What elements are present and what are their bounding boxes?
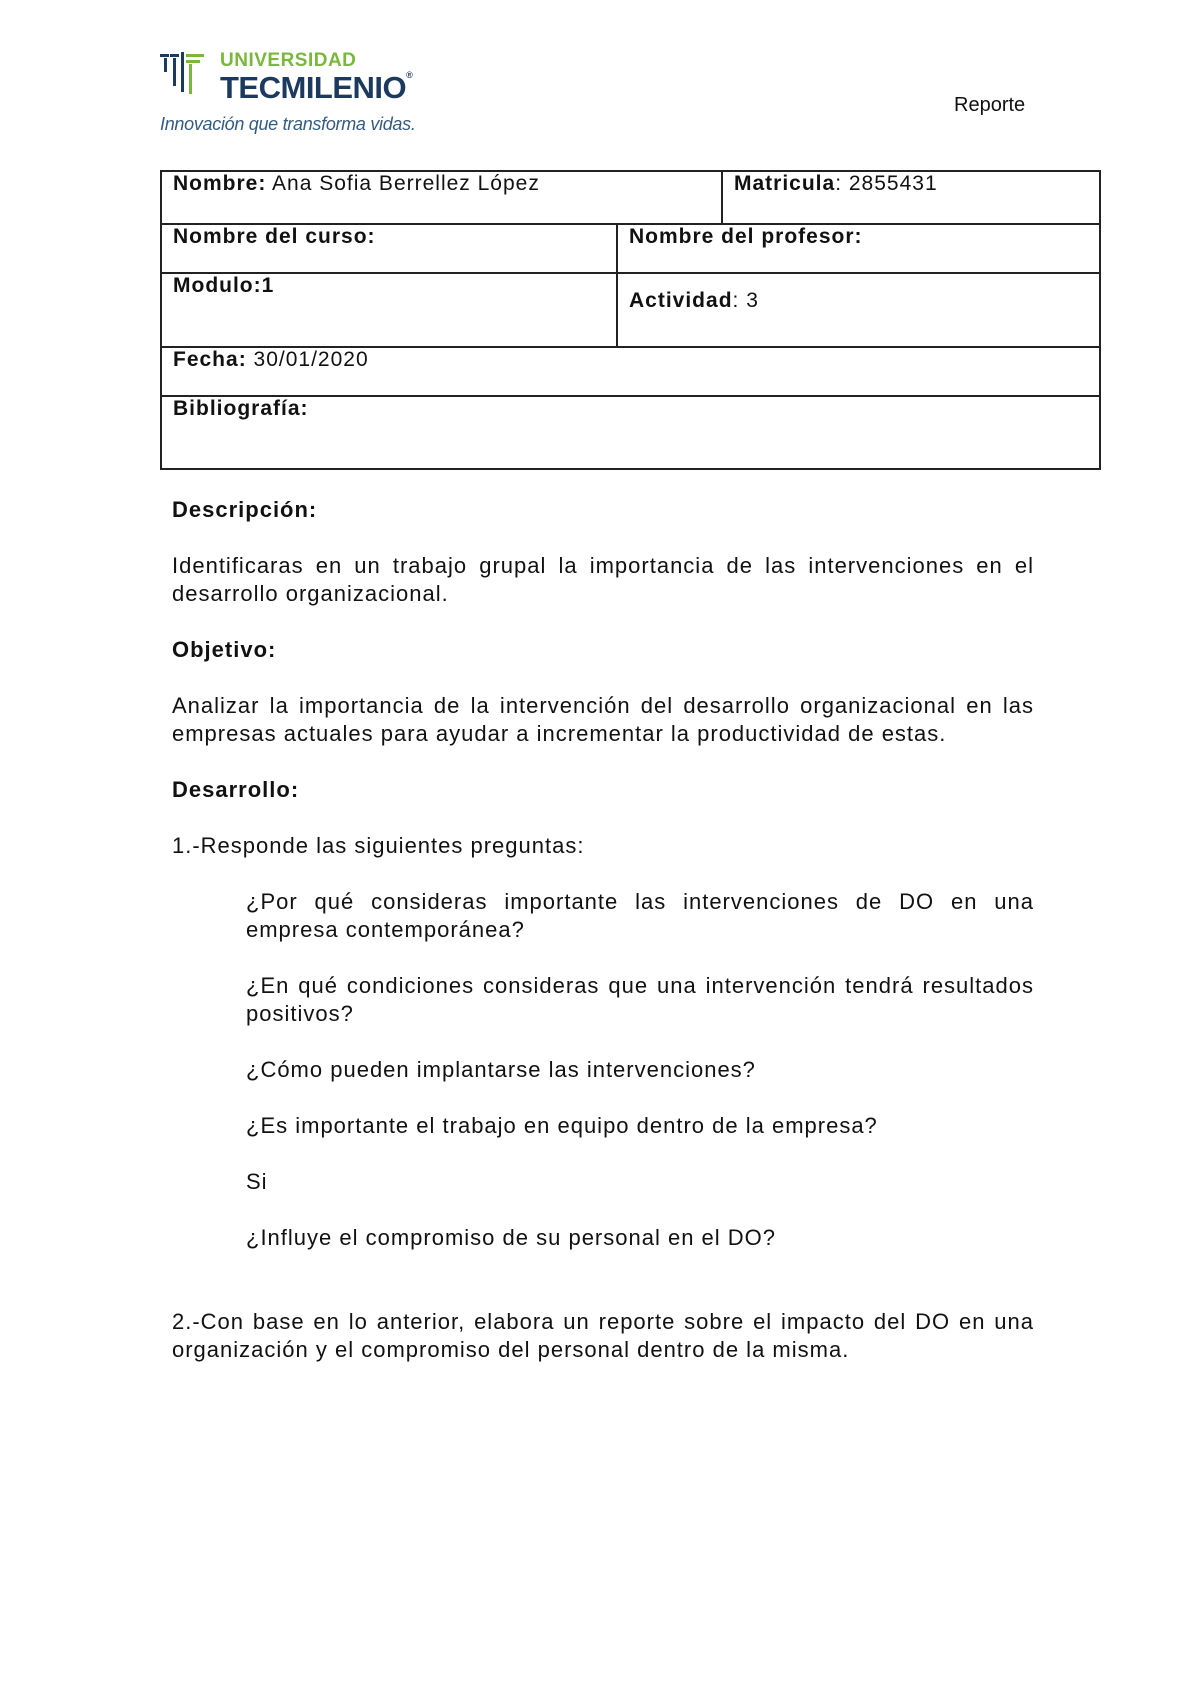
- question-item: ¿En qué condiciones consideras que una intervención tendrá resultados positivos?: [246, 973, 1034, 1026]
- logo-university-text: UNIVERSIDAD: [220, 50, 357, 71]
- matricula-cell: [722, 171, 1100, 224]
- nombre-cell: [161, 171, 722, 224]
- modulo-cell: [161, 273, 617, 347]
- university-logo: [160, 46, 460, 146]
- fecha-value: 30/01/2020: [253, 348, 369, 371]
- curso-label: Nombre del curso:: [173, 225, 376, 248]
- question-item: ¿Influye el compromiso de su personal en el DO?: [246, 1225, 777, 1250]
- tecmilenio-mark-icon: [160, 52, 206, 100]
- document-body: [172, 496, 1034, 1364]
- matricula-value: : 2855431: [835, 172, 938, 195]
- actividad-cell: [617, 273, 1100, 347]
- step-2-text: 2.-Con base en lo anterior, elabora un reporte sobre el impacto del DO en una organización y el compromiso del personal dentro de la misma.: [172, 1309, 1034, 1362]
- profesor-cell: [617, 224, 1100, 273]
- step-1-text: 1.-Responde las siguientes preguntas:: [172, 833, 585, 858]
- bibliografia-label: Bibliografía:: [173, 397, 309, 420]
- bibliografia-cell: [161, 396, 1100, 469]
- descripcion-text: Identificaras en un trabajo grupal la importancia de las intervenciones en el desarrollo organizacional.: [172, 553, 1034, 606]
- student-info-table: [160, 170, 1101, 470]
- modulo-label: Modulo:1: [173, 274, 275, 297]
- objetivo-text: Analizar la importancia de la intervención del desarrollo organizacional en las empresas actuales para ayudar a incrementar la productividad de estas.: [172, 693, 1034, 746]
- document-type-label: Reporte: [954, 94, 1026, 116]
- fecha-label: Fecha:: [173, 348, 247, 371]
- curso-cell: [161, 224, 617, 273]
- fecha-cell: [161, 347, 1100, 396]
- profesor-label: Nombre del profesor:: [629, 225, 863, 248]
- matricula-label: Matricula: [734, 172, 836, 195]
- logo-tagline: Innovación que transforma vidas.: [160, 114, 416, 134]
- nombre-label: Nombre:: [173, 172, 267, 195]
- answer-item: Si: [246, 1169, 268, 1194]
- logo-name-text: TECMILENIO®: [220, 70, 413, 105]
- desarrollo-heading: Desarrollo:: [172, 777, 300, 802]
- question-item: ¿Cómo pueden implantarse las intervenciones?: [246, 1057, 756, 1082]
- actividad-value: : 3: [732, 289, 759, 312]
- actividad-label: Actividad: [629, 289, 733, 312]
- question-item: ¿Por qué consideras importante las intervenciones de DO en una empresa contemporánea?: [246, 889, 1034, 942]
- nombre-value: Ana Sofia Berrellez López: [272, 172, 540, 195]
- question-item: ¿Es importante el trabajo en equipo dentro de la empresa?: [246, 1113, 878, 1138]
- descripcion-heading: Descripción:: [172, 497, 318, 522]
- objetivo-heading: Objetivo:: [172, 637, 277, 662]
